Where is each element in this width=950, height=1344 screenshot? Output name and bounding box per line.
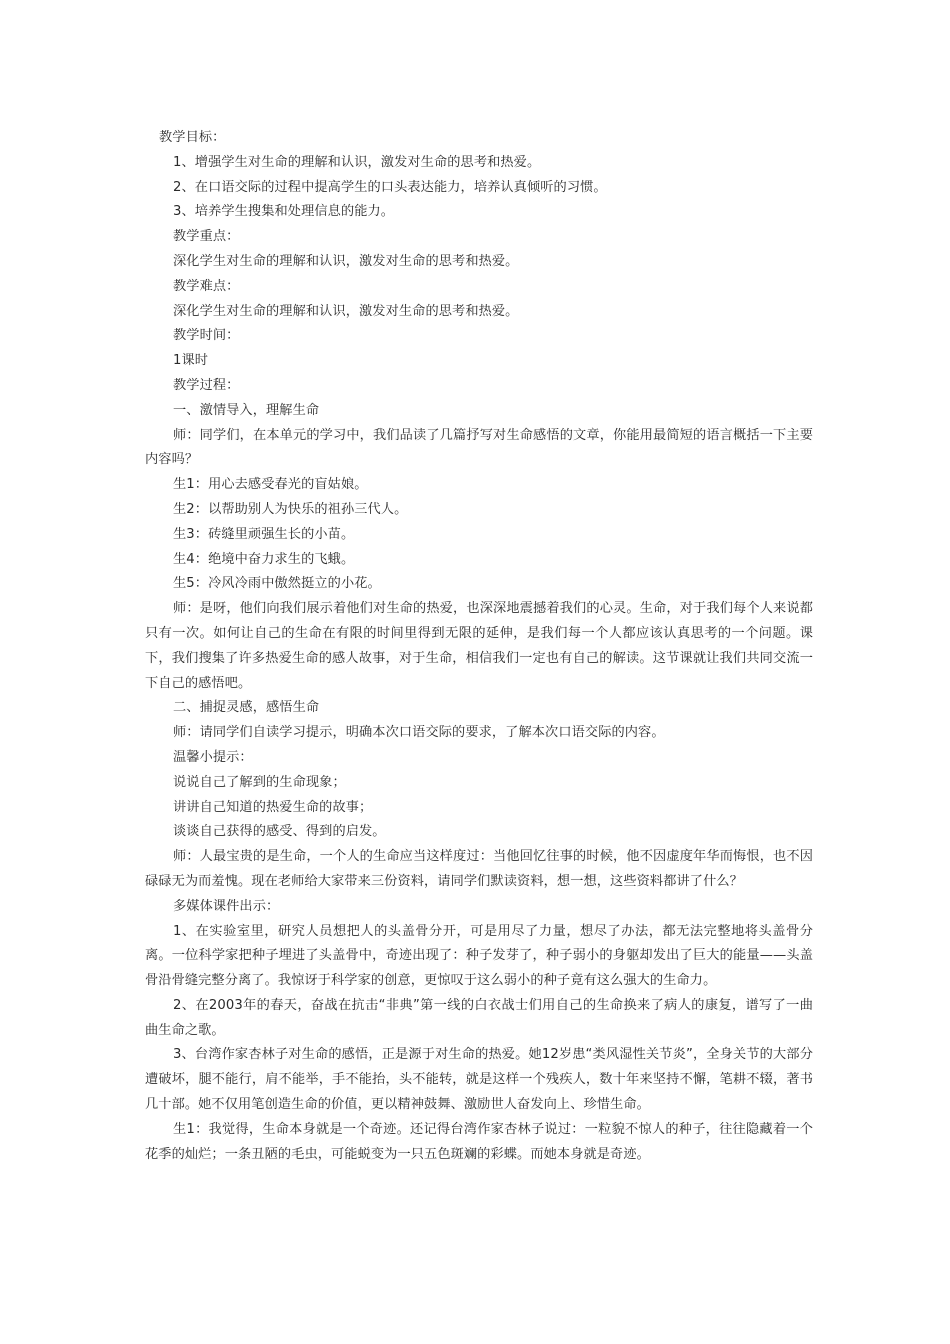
goal-item-1: 1、增强学生对生命的理解和认识，激发对生命的思考和热爱。 xyxy=(173,154,541,170)
student-answer: 生3：砖缝里顽强生长的小苗。 xyxy=(173,526,355,542)
heading-difficulties: 教学难点： xyxy=(173,278,240,294)
section-heading-2: 二、捕捉灵感，感悟生命 xyxy=(173,700,320,716)
heading-teaching-goals: 教学目标： xyxy=(159,130,226,145)
material-item-1: 1、在实验室里，研究人员想把人的头盖骨分开，可是用尽了力量，想尽了办法，都无法完整地将头盖骨分离。一位科学家把种子埋进了头盖骨中，奇迹出现了：种子发芽了，种子弱小的身躯却发出了巨大的能量——头盖骨沿骨缝完整分离了。我惊讶于科学家的创意，更惊叹于这么弱小的种子竟有这么强大的生命力。 xyxy=(145,923,813,989)
multimedia-heading: 多媒体课件出示： xyxy=(173,898,280,914)
document-body xyxy=(145,126,813,1167)
heading-teaching-process: 教学过程： xyxy=(173,377,240,393)
teacher-paragraph: 师：同学们，在本单元的学习中，我们品读了几篇抒写对生命感悟的文章，你能用最简短的语言概括一下主要内容吗？ xyxy=(145,427,813,468)
heading-key-points: 教学重点： xyxy=(173,229,240,245)
goal-item-3: 3、培养学生搜集和处理信息的能力。 xyxy=(173,204,395,220)
key-points-text: 深化学生对生命的理解和认识，激发对生命的思考和热爱。 xyxy=(173,253,519,269)
teacher-paragraph: 师：人最宝贵的是生命，一个人的生命应当这样度过：当他回忆往事的时候，他不因虚度年华而悔恨，也不因碌碌无为而羞愧。现在老师给大家带来三份资料，请同学们默读资料，想一想，这些资料都讲了什么？ xyxy=(145,849,813,889)
section-heading-1: 一、激情导入，理解生命 xyxy=(173,402,320,418)
student-answer: 生1：我觉得，生命本身就是一个奇迹。还记得台湾作家杏林子说过：一粒貌不惊人的种子，往往隐藏着一个花季的灿烂；一条丑陋的毛虫，可能蜕变为一只五色斑斓的彩蝶。而她本身就是奇迹。 xyxy=(145,1121,813,1162)
tip-item: 讲讲自己知道的热爱生命的故事； xyxy=(173,799,373,815)
teacher-paragraph: 师：是呀，他们向我们展示着他们对生命的热爱，也深深地震撼着我们的心灵。生命，对于我们每个人来说都只有一次。如何让自己的生命在有限的时间里得到无限的延伸，是我们每一个人都应该认真思考的一个问题。课下，我们搜集了许多热爱生命的感人故事，对于生命，相信我们一定也有自己的解读。这节课就让我们共同交流一下自己的感悟吧。 xyxy=(145,601,813,691)
material-item-3: 3、台湾作家杏林子对生命的感悟，正是源于对生命的热爱。她12岁患“类风湿性关节炎”，全身关节的大部分遭破坏，腿不能行，肩不能举，手不能抬，头不能转，就是这样一个残疾人，数十年来坚持不懈，笔耕不辍，著书几十部。她不仅用笔创造生命的价值，更以精神鼓舞、激励世人奋发向上、珍惜生命。 xyxy=(145,1047,813,1113)
teaching-time-text: 1课时 xyxy=(173,353,209,369)
student-answer: 生5：冷风冷雨中傲然挺立的小花。 xyxy=(173,576,381,592)
teacher-paragraph: 师：请同学们自读学习提示，明确本次口语交际的要求，了解本次口语交际的内容。 xyxy=(173,725,665,741)
student-answer: 生2：以帮助别人为快乐的祖孙三代人。 xyxy=(173,501,408,517)
goal-item-2: 2、在口语交际的过程中提高学生的口头表达能力，培养认真倾听的习惯。 xyxy=(173,179,607,195)
tip-item: 谈谈自己获得的感受、得到的启发。 xyxy=(173,824,386,840)
difficulties-text: 深化学生对生命的理解和认识，激发对生命的思考和热爱。 xyxy=(173,303,519,319)
tip-item: 说说自己了解到的生命现象； xyxy=(173,774,346,790)
student-answer: 生4：绝境中奋力求生的飞蛾。 xyxy=(173,551,355,567)
heading-teaching-time: 教学时间： xyxy=(173,328,240,344)
material-item-2: 2、在2003年的春天，奋战在抗击“非典”第一线的白衣战士们用自己的生命换来了病人的康复，谱写了一曲曲生命之歌。 xyxy=(145,997,813,1038)
student-answer: 生1：用心去感受春光的盲姑娘。 xyxy=(173,477,368,493)
tips-heading: 温馨小提示： xyxy=(173,749,253,765)
